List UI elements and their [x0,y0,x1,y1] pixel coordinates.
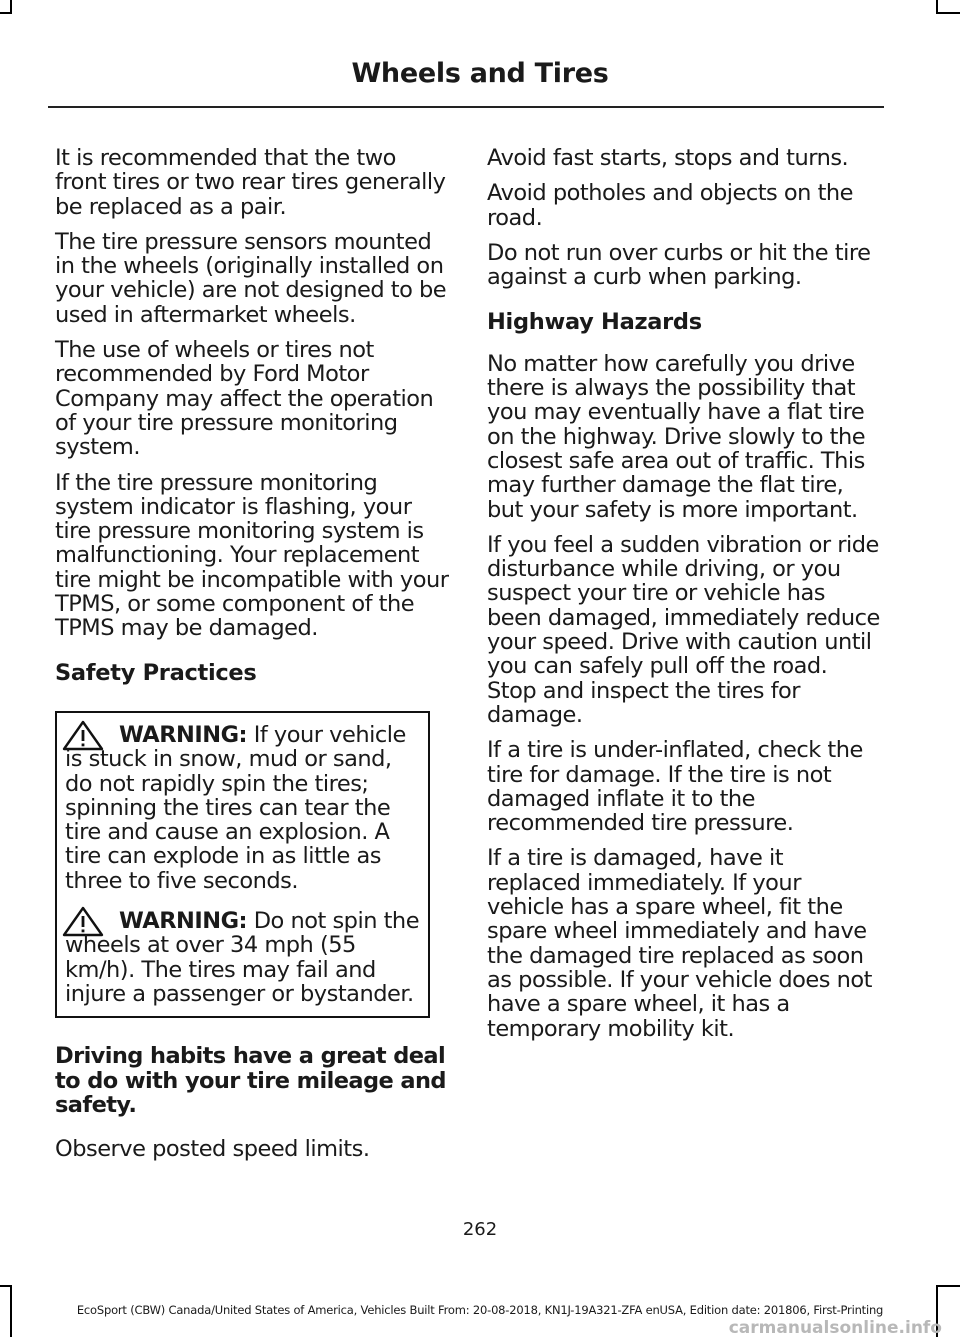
crop-mark-top-right-h [936,12,960,14]
left-column [55,146,450,1172]
warning-label: WARNING: [119,908,248,935]
heading-highway-hazards: Highway Hazards [487,309,702,336]
paragraph-damaged-tire: If a tire is damaged, have it replaced immediately. If your vehicle has a spare wheel, fit the spare wheel immediately and have the damaged tire replaced as soon as possible. If your vehicle does not have a spare wheel, it has a temporary mobility kit. [487,845,872,1042]
warning-triangle-icon [61,905,111,933]
warning-triangle-icon [61,719,111,747]
warning-text [65,909,420,1006]
watermark: carmanualsonline.info [728,1318,942,1338]
warning-item [65,909,420,1006]
warning-body: If your vehicle is stuck in snow, mud or sand, do not rapidly spin the tires; spinning the tires can tear the tire and cause an explosion. A tire can explode in as little as three to five seconds. [65,721,406,894]
header-divider [48,106,884,108]
paragraph-replace-pair: It is recommended that the two front tires or two rear tires generally be replaced as a pair. [55,145,446,220]
paragraph-tpms-flashing: If the tire pressure monitoring system indicator is flashing, your tire pressure monitoring system is malfunctioning. Your replacement tire might be incompatible with your TPMS, or some component of the TPMS may be damaged. [55,469,449,642]
warning-label: WARNING: [119,721,248,748]
footer-edition-info: EcoSport (CBW) Canada/United States of America, Vehicles Built From: 20-08-2018, KN1J-19A321-ZFA enUSA, Edition date: 201806, First-Printing [76,1303,884,1317]
crop-mark-bottom-right-h [936,1285,960,1287]
warning-box [55,711,430,1018]
crop-mark-top-left-h [0,12,12,14]
warning-item [65,723,420,893]
paragraph-avoid-fast-starts: Avoid fast starts, stops and turns. [487,145,849,171]
heading-driving-habits: Driving habits have a great deal to do with your tire mileage and safety. [55,1043,446,1118]
crop-mark-bottom-left-h [0,1285,12,1287]
paragraph-flat-tire: No matter how carefully you drive there is always the possibility that you may eventually have a flat tire on the highway. Drive slowly to the closest safe area out of traffic. This may further damage the flat tire, but your safety is more important. [487,350,866,523]
paragraph-tpms-affect: The use of wheels or tires not recommended by Ford Motor Company may affect the operation of your tire pressure monitoring system. [55,337,434,461]
paragraph-speed-limits: Observe posted speed limits. [55,1136,370,1163]
page-title: Wheels and Tires [351,58,609,89]
warning-body: Do not spin the wheels at over 34 mph (55 km/h). The tires may fail and injure a passenger or bystander. [65,908,420,1007]
right-column [487,146,882,1052]
paragraph-curbs: Do not run over curbs or hit the tire against a curb when parking. [487,239,871,291]
paragraph-pressure-sensors: The tire pressure sensors mounted in the wheels (originally installed on your vehicle) are not designed to be used in aftermarket wheels. [55,228,447,328]
page-number: 262 [462,1219,498,1240]
paragraph-under-inflated: If a tire is under-inflated, check the tire for damage. If the tire is not damaged inflate it to the recommended tire pressure. [487,737,863,837]
warning-text [65,723,420,893]
paragraph-avoid-potholes: Avoid potholes and objects on the road. [487,180,853,231]
heading-safety-practices: Safety Practices [55,659,257,686]
paragraph-vibration: If you feel a sudden vibration or ride disturbance while driving, or you suspect your tire or vehicle has been damaged, immediately reduce your speed. Drive with caution until you can safely pull off the road. Stop and inspect the tires for damage. [487,531,880,728]
